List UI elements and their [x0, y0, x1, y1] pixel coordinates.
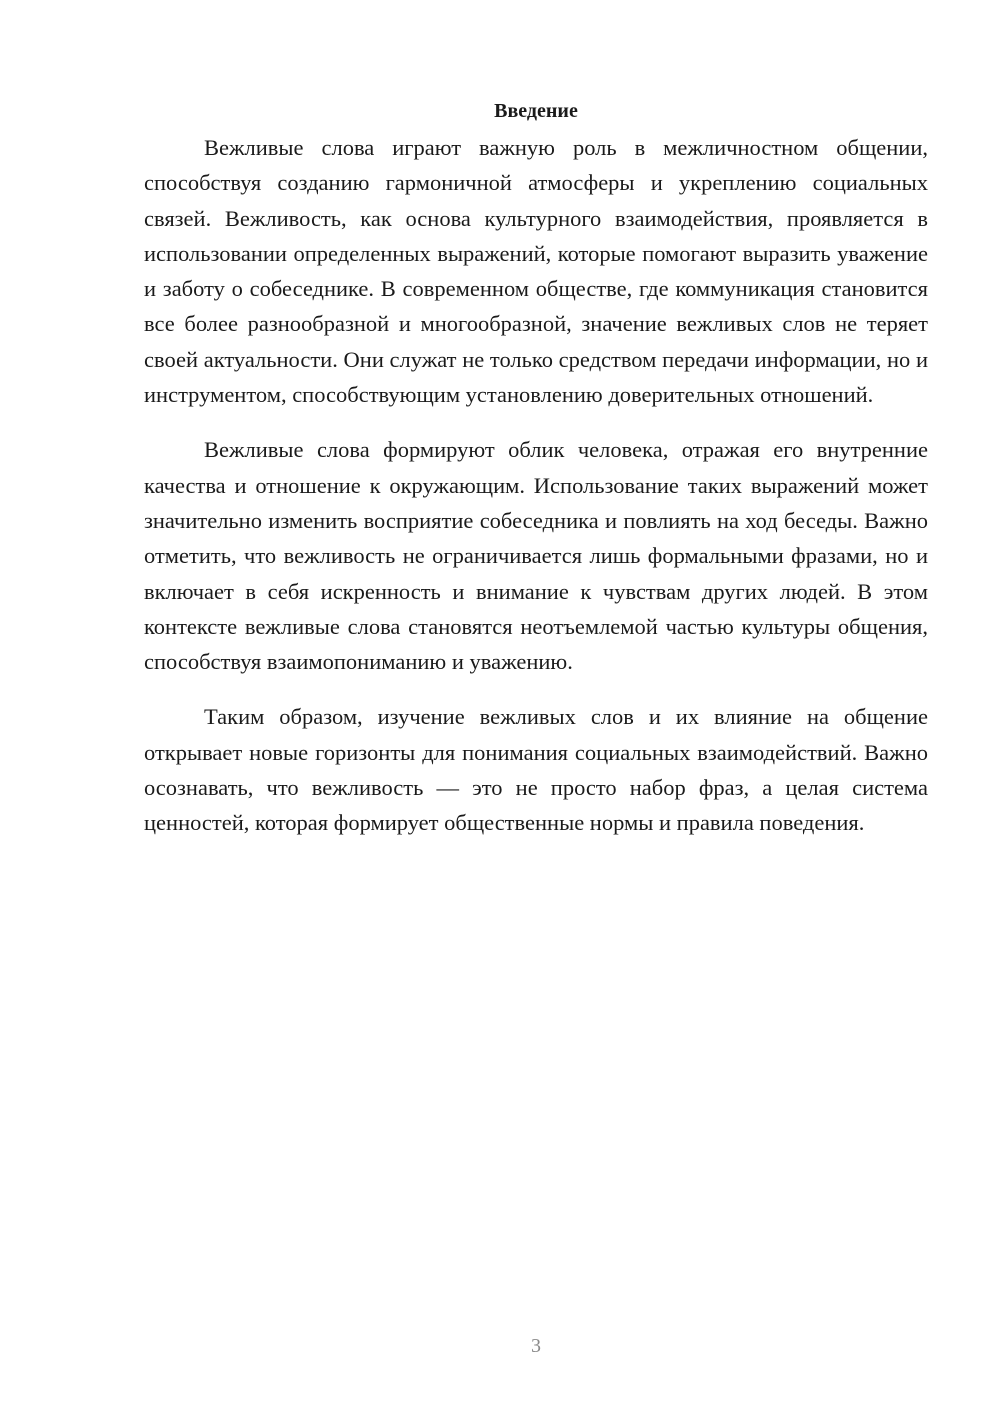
section-heading: Введение	[494, 100, 578, 122]
page-content	[144, 92, 928, 861]
paragraph-2: Вежливые слова формируют облик человека, отражая его внутренние качества и отношение к окружающим. Использование таких выражений может значительно изменить восприятие собеседника и повлиять на ход беседы. Важно отметить, что вежливость не ограничивается лишь формальными фразами, но и включает в себя искренность и внимание к чувствам других людей. В этом контексте вежливые слова становятся неотъемлемой частью культуры общения, способствуя взаимопониманию и уважению.	[144, 437, 928, 675]
paragraph-3: Таким образом, изучение вежливых слов и их влияние на общение открывает новые горизонты для понимания социальных взаимодействий. Важно осознавать, что вежливость — это не просто набор фраз, а целая система ценностей, которая формирует общественные нормы и правила поведения.	[144, 704, 928, 836]
paragraph-1: Вежливые слова играют важную роль в межличностном общении, способствуя созданию гармоничной атмосферы и укреплению социальных связей. Вежливость, как основа культурного взаимодействия, проявляется в использовании определенных выражений, которые помогают выразить уважение и заботу о собеседнике. В современном обществе, где коммуникация становится все более разнообразной и многообразной, значение вежливых слов не теряет своей актуальности. Они служат не только средством передачи информации, но и инструментом, способствующим установлению доверительных отношений.	[144, 135, 928, 408]
page-number: 3	[531, 1335, 541, 1357]
